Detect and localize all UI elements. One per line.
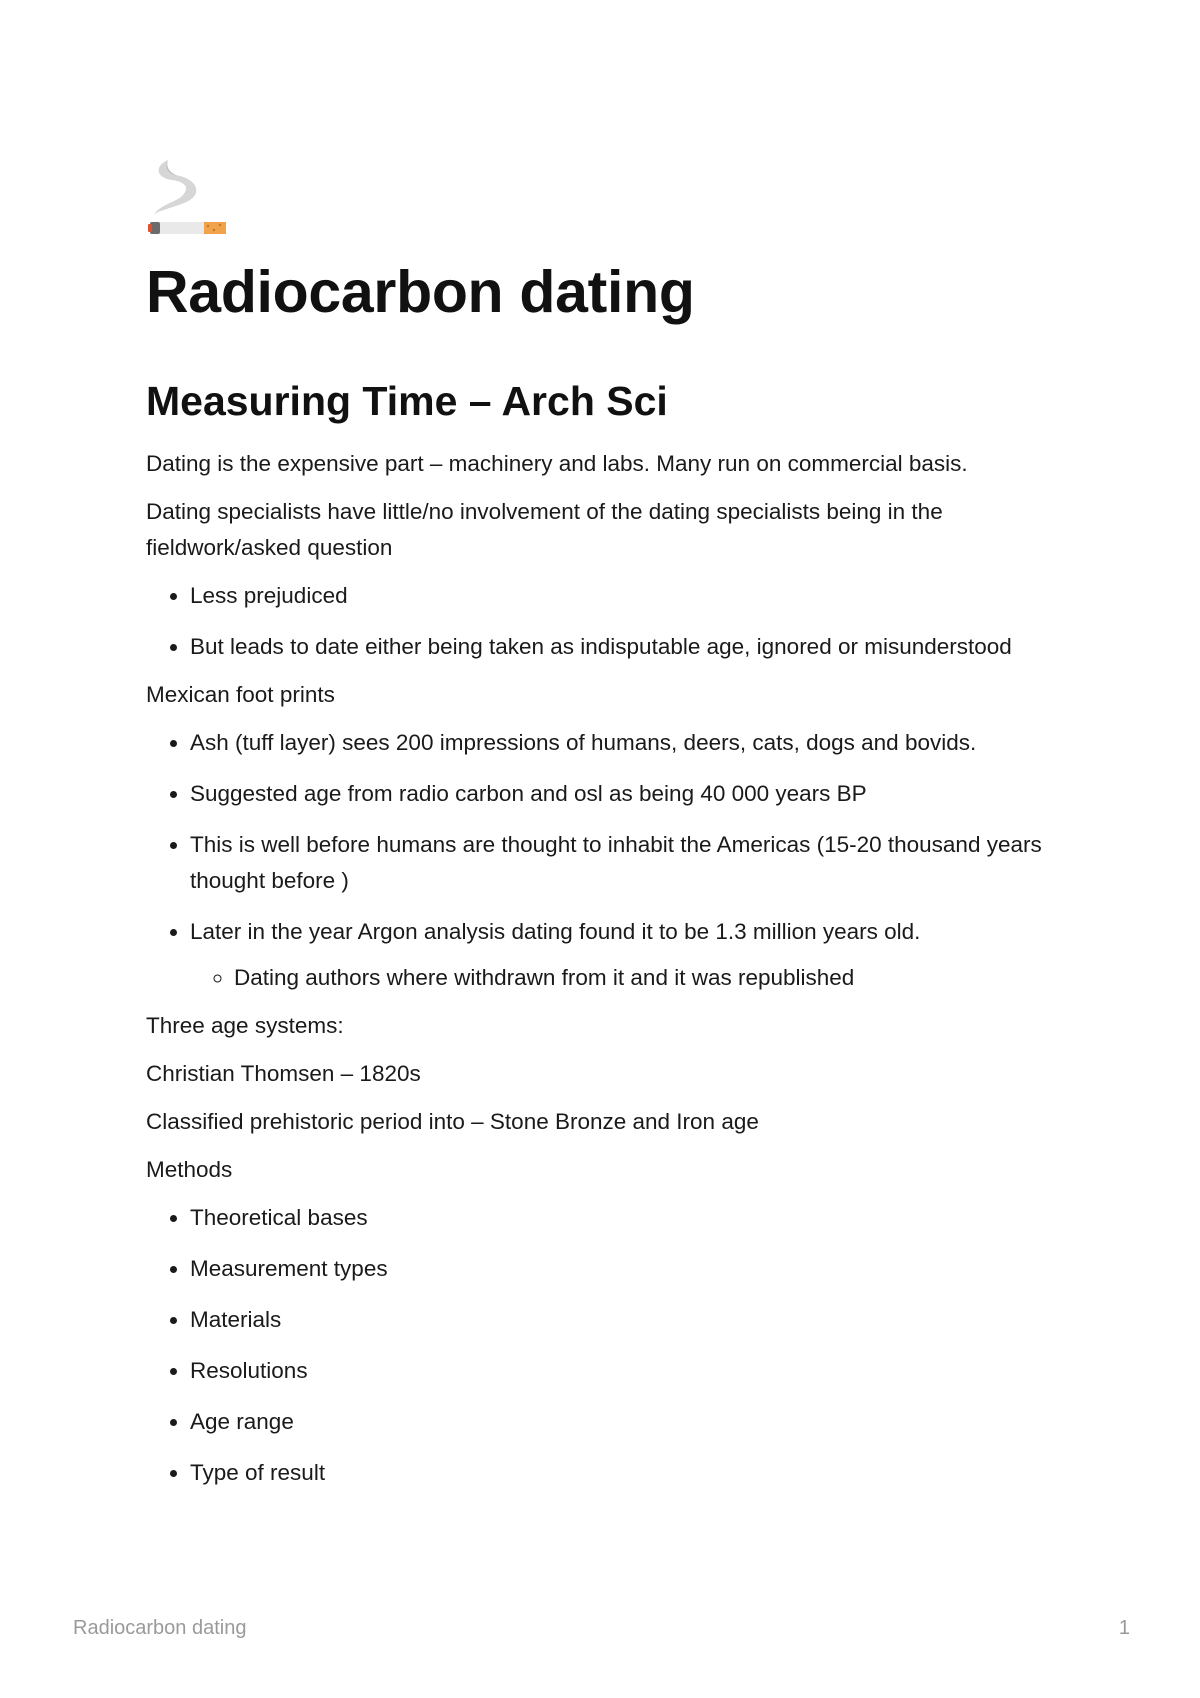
section-heading: Measuring Time – Arch Sci [146,378,668,424]
list-item: • Type of result [190,1455,1066,1491]
list-item: • Less prejudiced [190,578,1066,614]
paragraph: Dating is the expensive part – machinery and labs. Many run on commercial basis. [146,451,968,476]
cigarette-icon [146,156,232,242]
bullet-list [146,1200,1066,1491]
sub-list-item: ◦ Dating authors where withdrawn from it and it was republished [234,960,1066,996]
paragraph: Dating specialists have little/no involvement of the dating specialists being in the fieldwork/asked question [146,499,943,560]
list-item: • Age range [190,1404,1066,1440]
list-item: • Resolutions [190,1353,1066,1389]
paragraph: Mexican foot prints [146,682,335,707]
list-item: • Materials [190,1302,1066,1338]
sub-bullet-list [190,960,1066,996]
list-item [190,914,1066,996]
bullet-list [146,578,1066,665]
page-title: Radiocarbon dating [146,259,695,325]
list-item-text: Later in the year Argon analysis dating found it to be 1.3 million years old. [190,919,921,944]
page-number: 1 [1118,1617,1130,1639]
paragraph: Three age systems: [146,1013,344,1038]
list-item: • But leads to date either being taken as indisputable age, ignored or misunderstood [190,629,1066,665]
paragraph: Methods [146,1157,233,1182]
list-item: • Theoretical bases [190,1200,1066,1236]
bullet-list [146,725,1066,996]
paragraph: Christian Thomsen – 1820s [146,1061,421,1086]
paragraph: Classified prehistoric period into – Stone Bronze and Iron age [146,1109,759,1134]
list-item: • Ash (tuff layer) sees 200 impressions of humans, deers, cats, dogs and bovids. [190,725,1066,761]
list-item: • Measurement types [190,1251,1066,1287]
list-item: • This is well before humans are thought to inhabit the Americas (15-20 thousand years thought before ) [190,827,1066,899]
page-content [146,446,1066,1503]
footer-title: Radiocarbon dating [73,1617,247,1639]
list-item: • Suggested age from radio carbon and osl as being 40 000 years BP [190,776,1066,812]
